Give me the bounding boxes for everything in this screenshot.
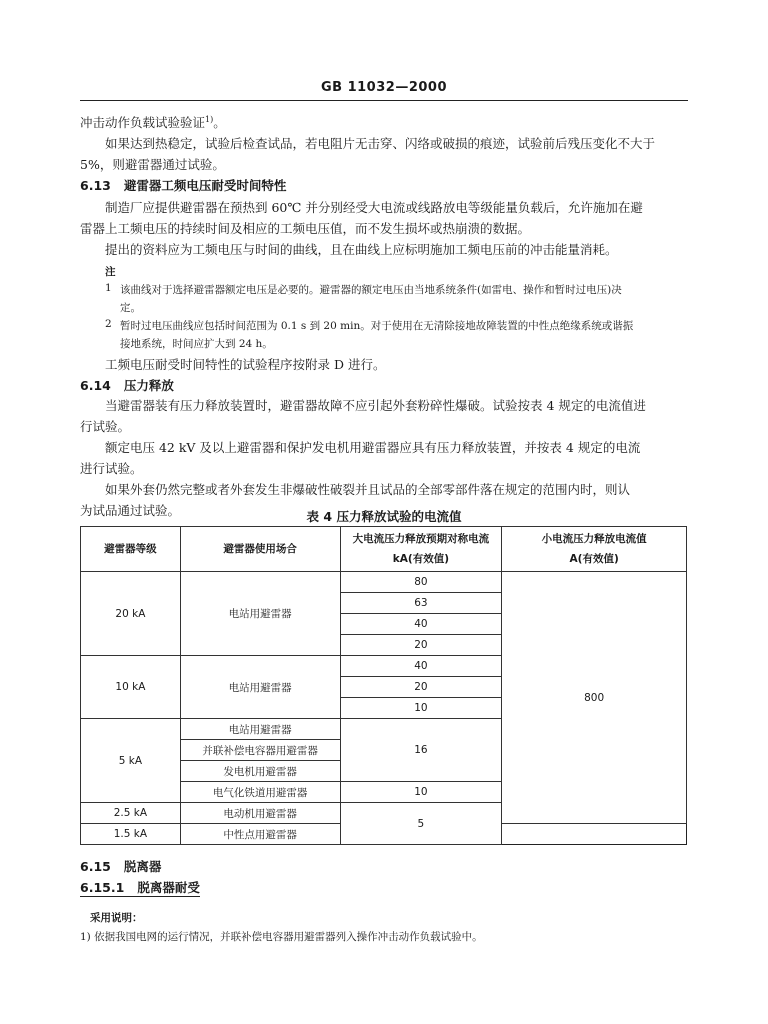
section-6-15-1-heading: 6.15.1 脱离器耐受 (80, 880, 200, 895)
large-current-cell: 40 (340, 614, 502, 635)
paragraph-6-line-2: 行试验。 (80, 419, 131, 434)
large-current-cell: 10 (340, 698, 502, 719)
section-6-15-heading: 6.15 脱离器 (80, 859, 162, 874)
paragraph-7-line-2: 进行试验。 (80, 461, 143, 476)
paragraph-5: 工频电压耐受时间特性的试验程序按附录 D 进行。 (105, 357, 386, 372)
large-current-cell: 63 (340, 593, 502, 614)
paragraph-8-line-2: 为试品通过试验。 (80, 503, 181, 518)
footnote-ref: 1) (205, 114, 214, 124)
usage-cell: 电气化铁道用避雷器 (180, 782, 340, 803)
header-rule (80, 100, 688, 101)
large-current-cell: 80 (340, 572, 502, 593)
large-current-cell: 20 (340, 635, 502, 656)
large-current-cell: 40 (340, 656, 502, 677)
pressure-relief-table (80, 526, 687, 845)
usage-cell: 电动机用避雷器 (180, 803, 340, 824)
footnote-1: 1) 依据我国电网的运行情况，并联补偿电容器用避雷器列入操作冲击动作负载试验中。 (80, 931, 483, 943)
usage-cell: 发电机用避雷器 (180, 761, 340, 782)
paragraph-3-line-1: 制造厂应提供避雷器在预热到 60℃ 并分别经受大电流或线路放电等级能量负载后，允许施加在避 (105, 200, 643, 215)
table-caption: 表 4 压力释放试验的电流值 (306, 509, 462, 524)
paragraph-6-line-1: 当避雷器装有压力释放装置时，避雷器故障不应引起外套粉碎性爆破。试验按表 4 规定的电流值进 (105, 398, 646, 413)
note-2-line-1: 暂时过电压曲线应包括时间范围为 0.1 s 到 20 min。对于使用在无清除接地故障装置的中性点绝缘系统或谐振 (120, 320, 634, 332)
header-small-current: 小电流压力释放电流值 A(有效值) (502, 527, 687, 572)
footnote-label: 采用说明： (90, 912, 143, 924)
section-6-14-heading: 6.14 压力释放 (80, 378, 174, 393)
usage-cell: 电站用避雷器 (180, 719, 340, 740)
paragraph-1: 冲击动作负载试验验证$^{1)}$。 (80, 114, 226, 130)
usage-cell: 电站用避雷器 (180, 572, 340, 656)
note-1-line-2: 定。 (120, 302, 141, 314)
page-header: GB 11032—2000 (320, 80, 447, 95)
small-current-cell: 800 (502, 572, 687, 824)
grade-cell: 1.5 kA (81, 824, 181, 845)
paragraph-7-line-1: 额定电压 42 kV 及以上避雷器和保护发电机用避雷器应具有压力释放装置，并按表 4 规定的电流 (105, 440, 641, 455)
note-2-line-2: 接地系统，时间应扩大到 24 h。 (120, 338, 273, 350)
grade-cell: 5 kA (81, 719, 181, 803)
grade-cell: 20 kA (81, 572, 181, 656)
paragraph-3-line-2: 雷器上工频电压的持续时间及相应的工频电压值，而不发生损坏或热崩溃的数据。 (80, 221, 531, 236)
paragraph-4: 提出的资料应为工频电压与时间的曲线，且在曲线上应标明施加工频电压前的冲击能量消耗。 (105, 242, 618, 257)
note-1-line-1: 该曲线对于选择避雷器额定电压是必要的。避雷器的额定电压由当地系统条件(如雷电、操作和暂时过电压)决 (120, 284, 622, 296)
paragraph-8-line-1: 如果外套仍然完整或者外套发生非爆破性破裂并且试品的全部零部件落在规定的范围内时，则认 (105, 482, 631, 497)
grade-cell: 10 kA (81, 656, 181, 719)
note-2-number: 2 (105, 318, 112, 330)
usage-cell: 电站用避雷器 (180, 656, 340, 719)
large-current-cell: 20 (340, 677, 502, 698)
header-grade: 避雷器等级 (81, 527, 181, 572)
large-current-cell: 5 (340, 803, 502, 845)
paragraph-2-line-2: 5%，则避雷器通过试验。 (80, 157, 225, 172)
note-1-number: 1 (105, 282, 112, 294)
note-label: 注 (105, 266, 116, 278)
header-usage: 避雷器使用场合 (180, 527, 340, 572)
usage-cell: 中性点用避雷器 (180, 824, 340, 845)
large-current-cell: 10 (340, 782, 502, 803)
paragraph-2-line-1: 如果达到热稳定，试验后检查试品，若电阻片无击穿、闪络或破损的痕迹，试验前后残压变化不大于 (105, 136, 656, 151)
usage-cell: 并联补偿电容器用避雷器 (180, 740, 340, 761)
grade-cell: 2.5 kA (81, 803, 181, 824)
header-large-current: 大电流压力释放预期对称电流 kA(有效值) (340, 527, 502, 572)
section-6-13-heading: 6.13 避雷器工频电压耐受时间特性 (80, 178, 287, 193)
large-current-cell: 16 (340, 719, 502, 782)
